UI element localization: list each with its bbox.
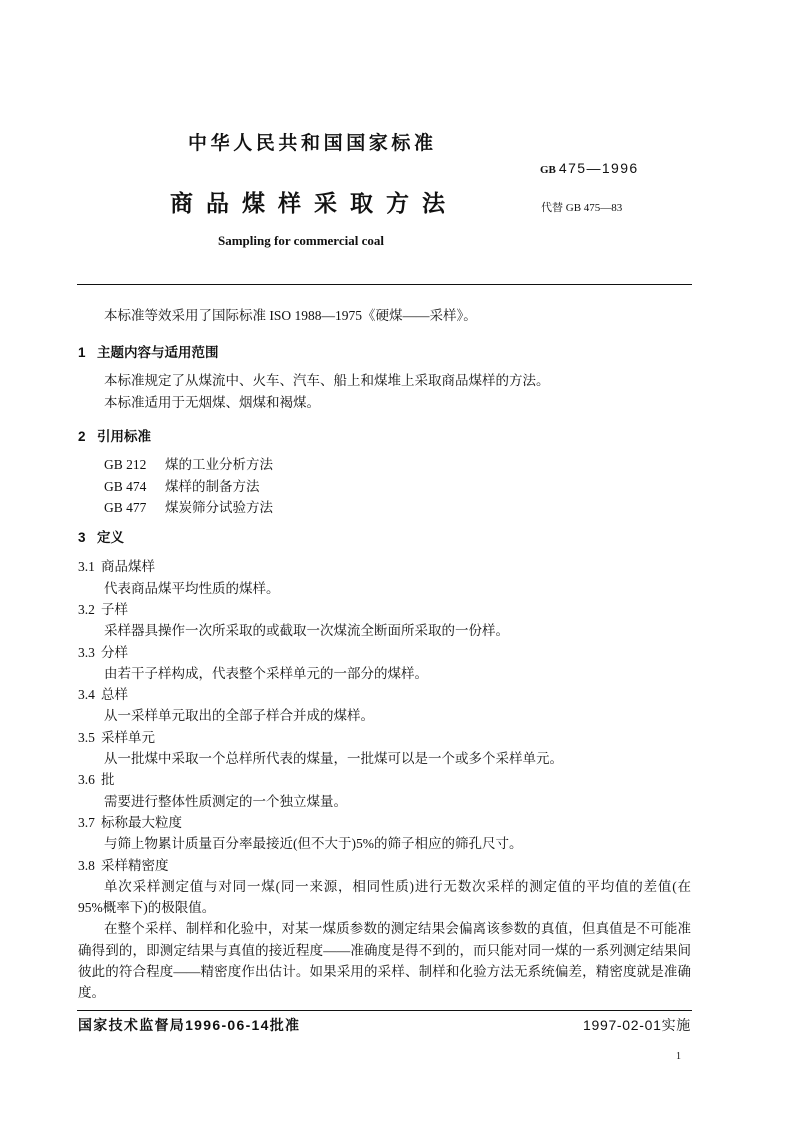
definition-number: 3.5 bbox=[78, 729, 95, 745]
reference-list bbox=[78, 454, 691, 518]
definition-text: 从一采样单元取出的全部子样合并成的煤样。 bbox=[104, 708, 374, 724]
national-standard-heading: 中华人民共和国国家标准 bbox=[188, 133, 437, 154]
reference-code: GB 212 bbox=[104, 457, 147, 473]
reference-title: 煤炭筛分试验方法 bbox=[165, 499, 273, 515]
section-2-heading bbox=[78, 426, 691, 447]
definition-term: 总样 bbox=[101, 687, 128, 703]
footer-divider bbox=[77, 1010, 692, 1011]
definition-number: 3.4 bbox=[78, 687, 95, 703]
reference-title: 煤的工业分析方法 bbox=[165, 457, 273, 473]
standard-code bbox=[540, 159, 639, 179]
definition-term-row bbox=[78, 642, 691, 663]
intro-paragraph bbox=[78, 305, 691, 326]
reference-code: GB 474 bbox=[104, 478, 147, 494]
definition-term: 商品煤样 bbox=[101, 559, 155, 575]
definition-term: 采样精密度 bbox=[101, 857, 169, 873]
definition-number: 3.6 bbox=[78, 772, 95, 788]
paragraph: 本标准适用于无烟煤、烟煤和褐煤。 bbox=[104, 394, 320, 410]
reference-item bbox=[78, 497, 691, 518]
reference-title: 煤样的制备方法 bbox=[165, 478, 260, 494]
definition-text-line: 单次采样测定值与对同一煤(同一来源，相同性质)进行无数次采样的测定值的平均值的差值(在 bbox=[104, 878, 691, 894]
definition-number: 3.2 bbox=[78, 601, 95, 617]
section-title: 主题内容与适用范围 bbox=[97, 344, 219, 360]
definition-text: 需要进行整体性质测定的一个独立煤量。 bbox=[104, 793, 347, 809]
standard-code-prefix: GB bbox=[540, 164, 556, 176]
document-title: 商品煤样采取方法 bbox=[170, 190, 458, 216]
definition-term-row bbox=[78, 727, 691, 748]
definition-term: 批 bbox=[101, 772, 115, 788]
definition-text-line: 彼此的符合程度——精密度作出估计。如果采用的采样、制样和化验方法无系统偏差，精密度就是准确 bbox=[78, 964, 691, 980]
definition-term-row bbox=[78, 599, 691, 620]
definition-text: 采样器具操作一次所采取的或截取一次煤流全断面所采取的一份样。 bbox=[104, 623, 509, 639]
intro-line: 本标准等效采用了国际标准 ISO 1988—1975《硬煤——采样》。 bbox=[104, 307, 477, 323]
implementation-text: 1997-02-01实施 bbox=[582, 1017, 691, 1033]
definition-text: 代表商品煤平均性质的煤样。 bbox=[104, 580, 280, 596]
section-title: 引用标准 bbox=[97, 429, 151, 445]
header-divider bbox=[77, 284, 692, 285]
definition-term: 采样单元 bbox=[101, 729, 155, 745]
replaces-note: 代替 GB 475—83 bbox=[541, 202, 623, 214]
implementation-date bbox=[583, 1015, 691, 1035]
definition-number: 3.8 bbox=[78, 857, 95, 873]
reference-item bbox=[78, 476, 691, 497]
definition-term: 分样 bbox=[101, 644, 128, 660]
definition-term-row bbox=[78, 684, 691, 705]
definition-text: 从一批煤中采取一个总样所代表的煤量，一批煤可以是一个或多个采样单元。 bbox=[104, 751, 563, 767]
section-3-heading bbox=[78, 527, 691, 548]
section-title: 定义 bbox=[97, 530, 124, 546]
definition-term-row bbox=[78, 769, 691, 790]
definition-text-line: 度。 bbox=[78, 985, 105, 1001]
definition-text-line: 95%概率下)的极限值。 bbox=[78, 900, 216, 916]
definition-term: 子样 bbox=[101, 601, 128, 617]
definition-term-row bbox=[78, 812, 691, 833]
reference-item bbox=[78, 454, 691, 475]
section-1-body bbox=[78, 370, 691, 413]
definition-text-line: 确得到的，即测定结果与真值的接近程度——准确度是得不到的，而只能对同一煤的一系列测定结果间 bbox=[78, 942, 691, 958]
definition-number: 3.3 bbox=[78, 644, 95, 660]
approval-note: 国家技术监督局1996-06-14批准 bbox=[78, 1017, 301, 1033]
definition-term-row bbox=[78, 556, 691, 577]
definition-text-line: 在整个采样、制样和化验中，对某一煤质参数的测定结果会偏离该参数的真值，但真值是不可能准 bbox=[104, 921, 691, 937]
section-1-heading bbox=[78, 342, 691, 363]
section-number: 2 bbox=[78, 429, 86, 445]
section-number: 1 bbox=[78, 344, 86, 360]
definition-number: 3.1 bbox=[78, 559, 95, 575]
definition-number: 3.7 bbox=[78, 814, 95, 830]
section-number: 3 bbox=[78, 530, 86, 546]
english-title: Sampling for commercial coal bbox=[218, 233, 384, 248]
definition-term-row bbox=[78, 855, 691, 876]
reference-code: GB 477 bbox=[104, 499, 147, 515]
definition-text: 与筛上物累计质量百分率最接近(但不大于)5%的筛子相应的筛孔尺寸。 bbox=[104, 836, 523, 852]
definition-text: 由若干子样构成，代表整个采样单元的一部分的煤样。 bbox=[104, 665, 428, 681]
definition-term: 标称最大粒度 bbox=[101, 814, 182, 830]
paragraph: 本标准规定了从煤流中、火车、汽车、船上和煤堆上采取商品煤样的方法。 bbox=[104, 373, 550, 389]
standard-code-number: 475—1996 bbox=[558, 160, 639, 176]
definitions-list bbox=[78, 556, 691, 1003]
page-number: 1 bbox=[676, 1051, 681, 1062]
